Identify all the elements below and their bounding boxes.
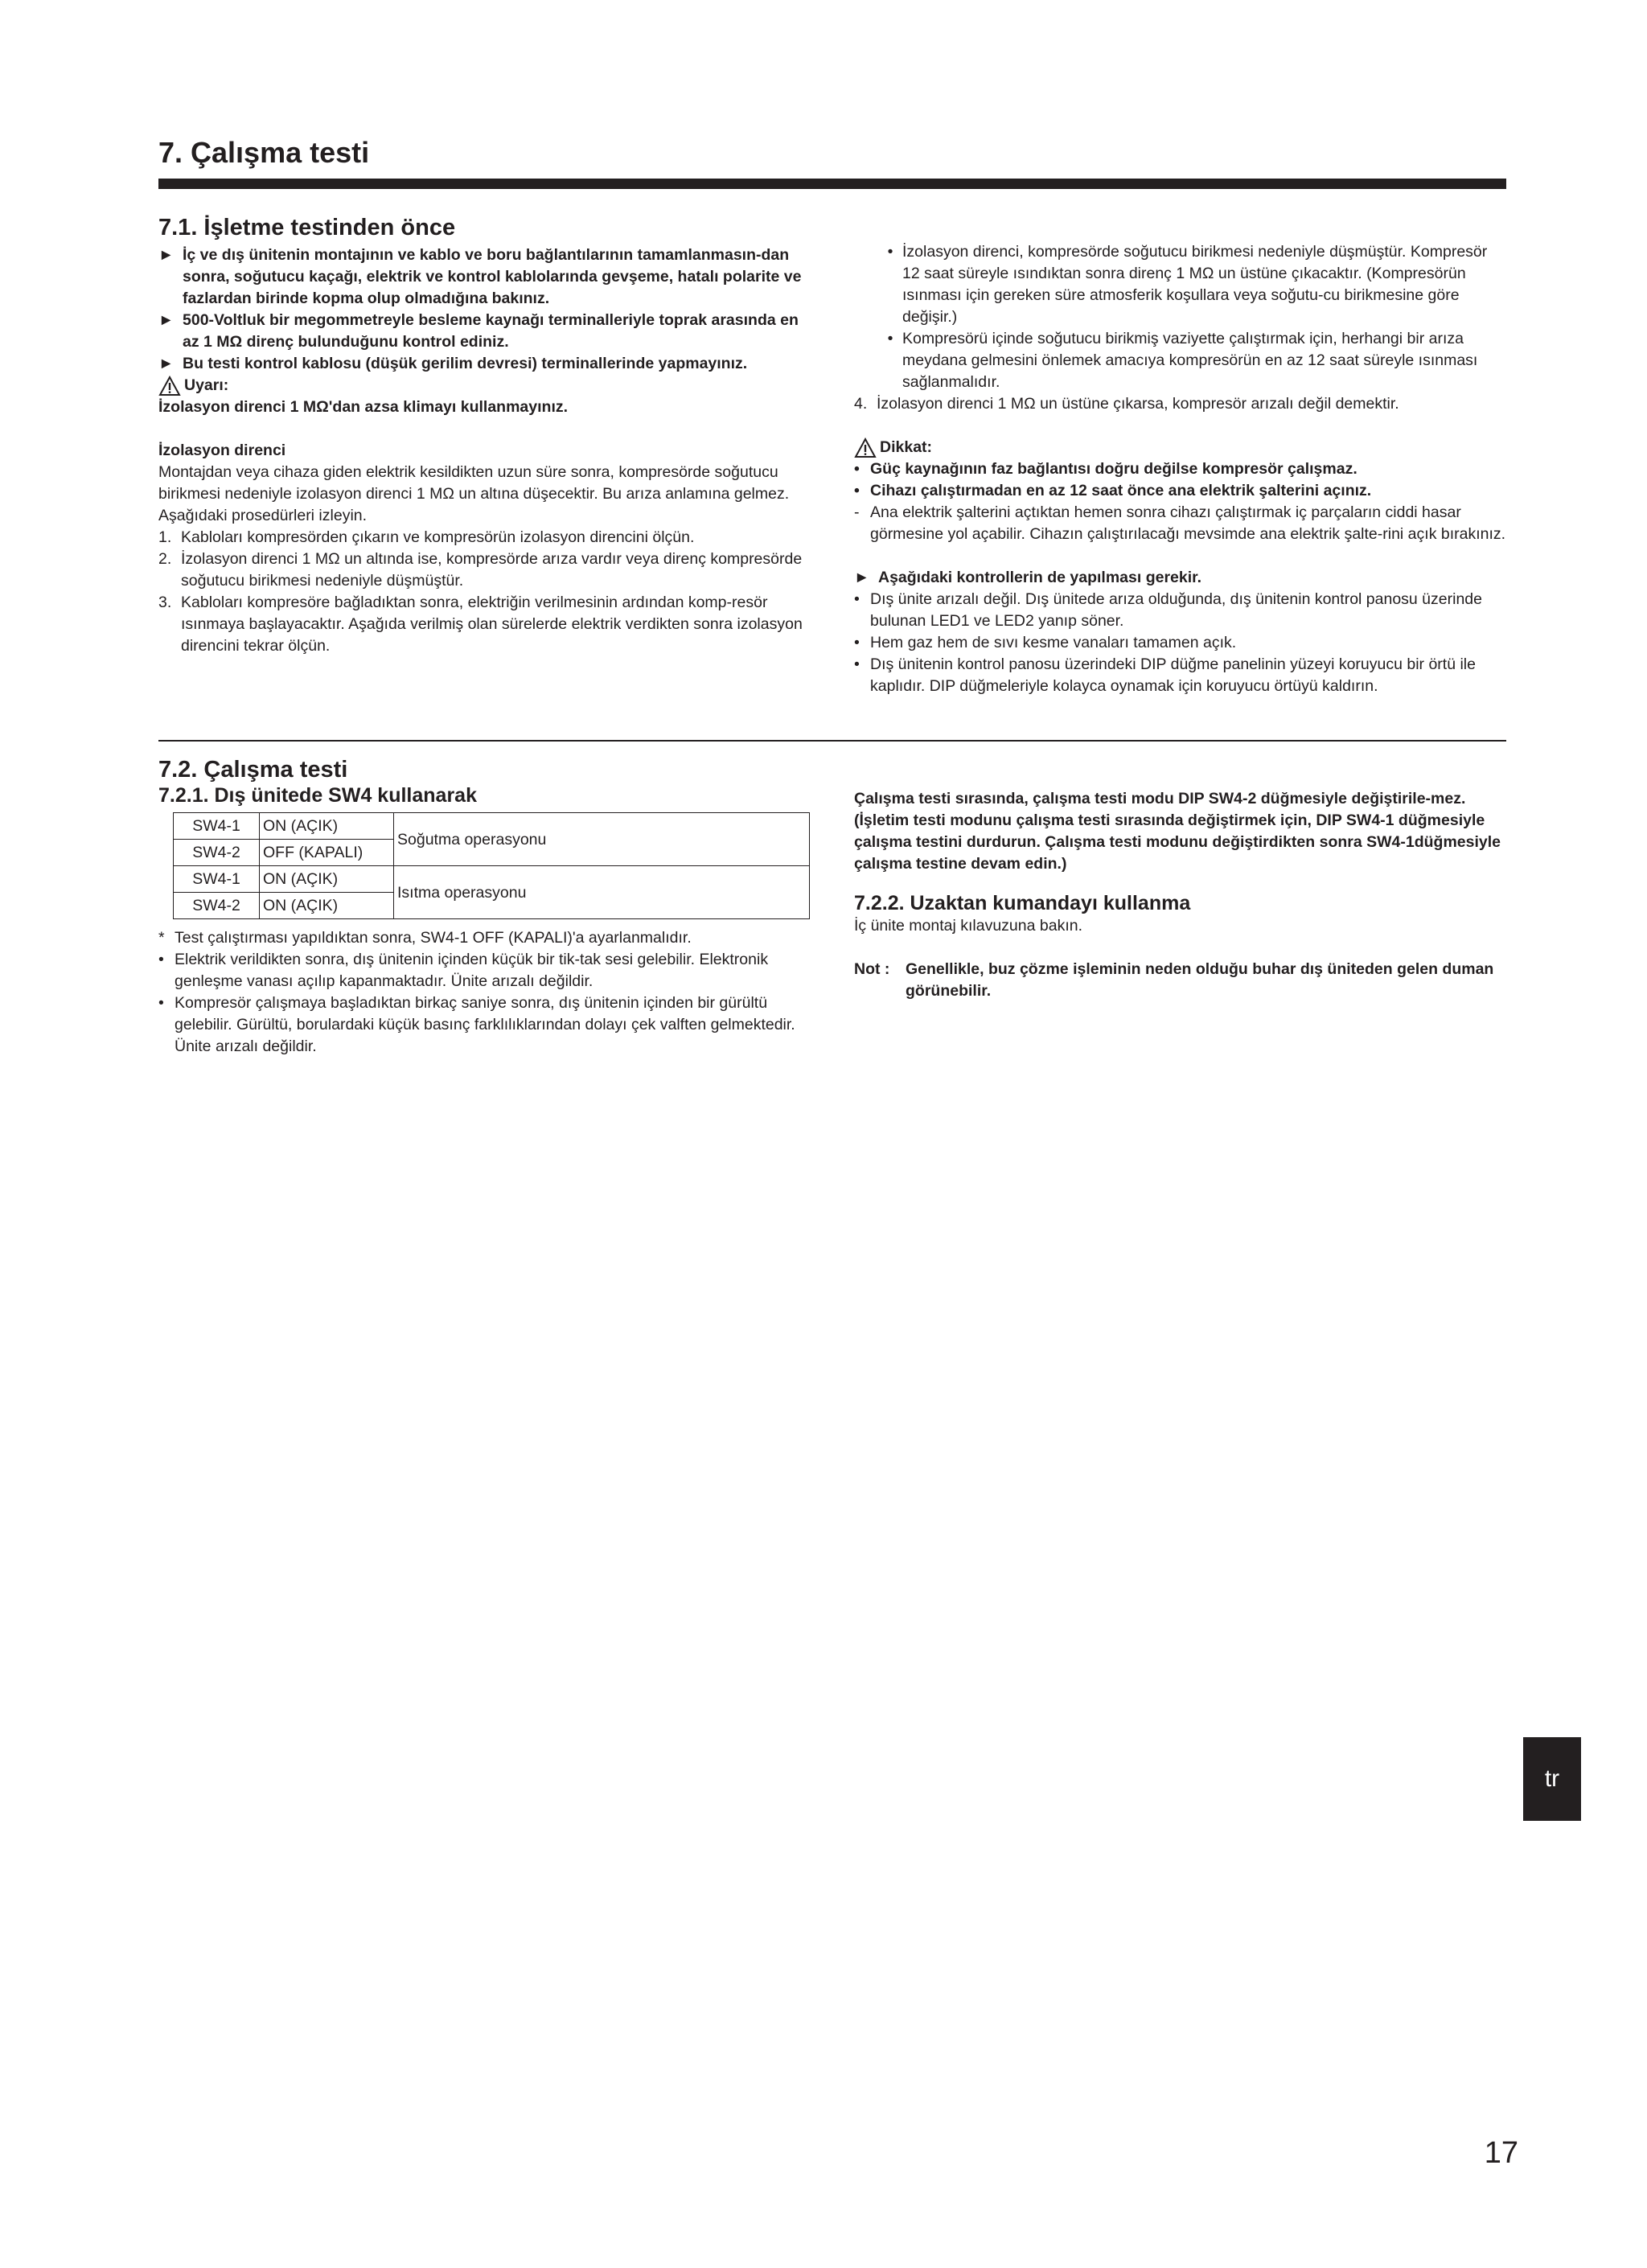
iso-step-4 bbox=[854, 393, 1507, 415]
iso-step-1 bbox=[158, 527, 810, 549]
note-item-2-text: Kompresör çalışmaya başladıktan birkaç saniye sonra, dış ünitenin içinden bir gürültü gelebilir. Gürültü, borulardaki küçük basınç farklılıklarından dolayı çek valften gelmektedir. Ünite arızalı değildir. bbox=[175, 994, 795, 1055]
table-row bbox=[174, 866, 810, 893]
caution-item-3 bbox=[854, 502, 1507, 545]
table-cell: SW4-1 bbox=[174, 813, 260, 840]
caution-item-2 bbox=[854, 480, 1507, 502]
iso-text: Montajdan veya cihaza giden elektrik kesildikten uzun süre sonra, kompresörde soğutucu birikmesi nedeniyle izolasyon direnci 1 MΩ un altına düşecektir. Bu arıza anlamına gelmez. Aşağıdaki prosedürleri izleyin. bbox=[158, 463, 790, 524]
note-label: Not : bbox=[854, 960, 890, 978]
note-text: Genellikle, buz çözme işleminin neden olduğu buhar dış üniteden gelen duman görünebilir. bbox=[906, 960, 1494, 1000]
s71-arrow-2 bbox=[158, 310, 810, 353]
step-number: 1. bbox=[158, 528, 172, 546]
bullet-icon: • bbox=[887, 330, 893, 347]
arrow-icon: ► bbox=[854, 569, 870, 586]
language-tab: tr bbox=[1523, 1737, 1581, 1821]
table-cell: ON (AÇIK) bbox=[260, 813, 394, 840]
step-number: 2. bbox=[158, 550, 172, 568]
check-item-1 bbox=[854, 589, 1507, 632]
check-item-2-text: Hem gaz hem de sıvı kesme vanaları tamamen açık. bbox=[870, 634, 1237, 651]
step-text: İzolasyon direnci 1 MΩ un altında ise, kompresörde arıza vardır veya direnç kompresörde soğutucu birikmesi nedeniyle düşmüştür. bbox=[181, 550, 803, 590]
section-title: 7. Çalışma testi bbox=[158, 136, 370, 169]
caution-item-1-text: Güç kaynağının faz bağlantısı doğru değilse kompresör çalışmaz. bbox=[870, 460, 1357, 478]
table-row bbox=[174, 813, 810, 840]
arrow-icon: ► bbox=[158, 311, 175, 329]
checks-title bbox=[854, 567, 1507, 589]
bullet-icon: • bbox=[854, 460, 860, 478]
test-mode-note: Çalışma testi sırasında, çalışma testi modu DIP SW4-2 düğmesiyle değiştirile-mez. (İşletim testi modunu çalışma testi sırasında değiştirmek için, DIP SW4-1 düğmesiyle çalışma testini durdurun. Çalışma testi modunu değiştirdikten sonra SW4-1düğmesiyle çalışma testine devam edin.) bbox=[854, 790, 1501, 873]
warning-label: Uyarı: bbox=[184, 376, 229, 394]
bullet-icon: • bbox=[158, 994, 164, 1012]
s71-arrow-3-text: Bu testi kontrol kablosu (düşük gerilim devresi) terminallerinde yapmayınız. bbox=[183, 355, 748, 372]
note-item-2 bbox=[158, 992, 810, 1058]
s71-arrow-1-text: İç ve dış ünitenin montajının ve kablo ve boru bağlantılarının tamamlanmasın-dan sonra, soğutucu kaçağı, elektrik ve kontrol kablolarında gevşeme, hatalı polarite ve fazlardan birinde kopma olup olmadığına bakınız. bbox=[183, 246, 802, 307]
step-text: Kabloları kompresöre bağladıktan sonra, elektriğin verilmesinin ardından komp-resör ısınmaya başlayacaktır. Aşağıda verilmiş olan sürelerde elektrik verdikten sonra izolasyon direncini tekrar ölçün. bbox=[181, 594, 803, 655]
caution-item-3-text: Ana elektrik şalterini açtıktan hemen sonra cihazı çalıştırmak iç parçaların ciddi hasar görmesine yol açabilir. Cihazın çalıştırılacağı mevsimde ana elektrik şalte-rini açık bırakınız. bbox=[870, 503, 1506, 543]
s71-right-column bbox=[854, 241, 1507, 697]
iso-title: İzolasyon direnci bbox=[158, 442, 286, 459]
checks-title-text: Aşağıdaki kontrollerin de yapılması gerekir. bbox=[878, 569, 1202, 586]
arrow-icon: ► bbox=[158, 355, 175, 372]
s721-title: 7.2.1. Dış ünitede SW4 kullanarak bbox=[158, 784, 477, 807]
iso-bullet-1 bbox=[854, 241, 1507, 328]
bullet-icon: • bbox=[854, 590, 860, 608]
s71-arrow-3 bbox=[158, 353, 810, 375]
s72-left-column bbox=[158, 756, 810, 1058]
check-item-1-text: Dış ünite arızalı değil. Dış ünitede arıza olduğunda, dış ünitenin kontrol panosu üzerinde bulunan LED1 ve LED2 yanıp söner. bbox=[870, 590, 1482, 630]
bullet-icon: • bbox=[158, 951, 164, 968]
step-number: 4. bbox=[854, 395, 868, 413]
s722-text: İç ünite montaj kılavuzuna bakın. bbox=[854, 917, 1082, 935]
table-cell-operation: Isıtma operasyonu bbox=[394, 866, 810, 919]
note-asterisk bbox=[158, 927, 810, 949]
iso-bullet-2-text: Kompresörü içinde soğutucu birikmiş vaziyette çalıştırmak için, herhangi bir arıza meydana gelmesini önlemek amacıya kompresörün en az 12 saat süreyle ısınması sağlanmalıdır. bbox=[902, 330, 1478, 391]
bullet-icon: • bbox=[854, 482, 860, 499]
step-text: Kabloları kompresörden çıkarın ve kompresörün izolasyon direncini ölçün. bbox=[181, 528, 695, 546]
warning-text: İzolasyon direnci 1 MΩ'dan azsa klimayı kullanmayınız. bbox=[158, 398, 569, 416]
check-item-2 bbox=[854, 632, 1507, 654]
caution-heading bbox=[854, 437, 1507, 458]
table-cell: ON (AÇIK) bbox=[260, 866, 394, 893]
page-number: 17 bbox=[1484, 2136, 1518, 2170]
warning-heading bbox=[158, 375, 810, 396]
table-cell-operation: Soğutma operasyonu bbox=[394, 813, 810, 866]
note-item-1 bbox=[158, 949, 810, 992]
warning-icon bbox=[854, 438, 877, 458]
bullet-icon: • bbox=[887, 243, 893, 261]
table-cell: SW4-2 bbox=[174, 840, 260, 866]
section-divider bbox=[158, 740, 1506, 742]
step-text: İzolasyon direnci 1 MΩ un üstüne çıkarsa, kompresör arızalı değil demektir. bbox=[877, 395, 1399, 413]
s71-arrow-1 bbox=[158, 244, 810, 310]
bullet-icon: • bbox=[854, 634, 860, 651]
s71-left-column bbox=[158, 214, 810, 657]
warning-icon bbox=[158, 376, 181, 396]
dash-icon: - bbox=[854, 503, 860, 521]
table-cell: ON (AÇIK) bbox=[260, 893, 394, 919]
note-item-1-text: Elektrik verildikten sonra, dış ünitenin içinden küçük bir tik-tak sesi gelebilir. Elektronik genleşme vanası açılıp kapanmaktadır. Ünite arızalı değildir. bbox=[175, 951, 769, 990]
s722-title: 7.2.2. Uzaktan kumandayı kullanma bbox=[854, 892, 1191, 914]
table-cell: OFF (KAPALI) bbox=[260, 840, 394, 866]
arrow-icon: ► bbox=[158, 246, 175, 264]
note-asterisk-text: Test çalıştırması yapıldıktan sonra, SW4-1 OFF (KAPALI)'a ayarlanmalıdır. bbox=[175, 929, 692, 947]
sw4-table bbox=[173, 812, 810, 919]
s72-right-column bbox=[854, 788, 1507, 1002]
caution-item-1 bbox=[854, 458, 1507, 480]
step-number: 3. bbox=[158, 594, 172, 611]
note-block bbox=[854, 959, 1507, 1002]
table-cell: SW4-1 bbox=[174, 866, 260, 893]
iso-step-3 bbox=[158, 592, 810, 657]
caution-label: Dikkat: bbox=[880, 438, 933, 456]
bullet-icon: • bbox=[854, 655, 860, 673]
s71-arrow-2-text: 500-Voltluk bir megommetreyle besleme kaynağı terminalleriyle toprak arasında en az 1 MΩ direnç bulunduğunu kontrol ediniz. bbox=[183, 311, 799, 351]
caution-item-2-text: Cihazı çalıştırmadan en az 12 saat önce ana elektrik şalterini açınız. bbox=[870, 482, 1372, 499]
asterisk-icon: * bbox=[158, 929, 165, 947]
table-cell: SW4-2 bbox=[174, 893, 260, 919]
iso-bullet-1-text: İzolasyon direnci, kompresörde soğutucu birikmesi nedeniyle düşmüştür. Kompresör 12 saat süreyle ısındıktan sonra direnç 1 MΩ un üstüne çıkacaktır. (Kompresörün ısınması için gereken süre atmosferik koşullara veya soğutu-cu birikmesine göre değişir.) bbox=[902, 243, 1488, 326]
check-item-3 bbox=[854, 654, 1507, 697]
title-rule bbox=[158, 179, 1506, 189]
iso-bullet-2 bbox=[854, 328, 1507, 393]
iso-step-2 bbox=[158, 549, 810, 592]
s72-title: 7.2. Çalışma testi bbox=[158, 757, 348, 783]
s71-title: 7.1. İşletme testinden önce bbox=[158, 215, 456, 240]
check-item-3-text: Dış ünitenin kontrol panosu üzerindeki DIP düğme panelinin yüzeyi koruyucu bir örtü ile kaplıdır. DIP düğmeleriyle kolayca oynamak için koruyucu örtüyü kaldırın. bbox=[870, 655, 1476, 695]
